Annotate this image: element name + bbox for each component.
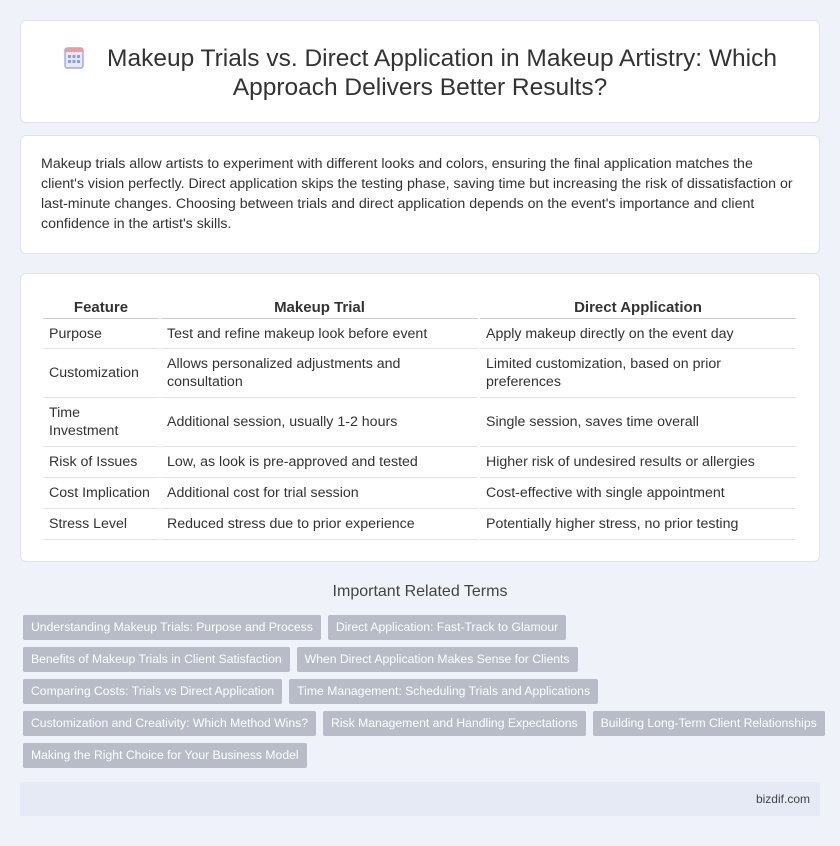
cell-direct: Single session, saves time overall: [480, 398, 796, 447]
page-title-text: Makeup Trials vs. Direct Application in Makeup Artistry: Which Approach Delivers Better Results?: [107, 45, 777, 101]
cell-trial: Reduced stress due to prior experience: [161, 509, 478, 540]
intro-card: [20, 135, 820, 254]
tag-row: [23, 743, 818, 768]
cell-trial: Additional session, usually 1-2 hours: [161, 398, 478, 447]
table-row: [43, 398, 796, 447]
cell-direct: Cost-effective with single appointment: [480, 478, 796, 509]
tag-row: [23, 647, 818, 672]
cell-direct: Apply makeup directly on the event day: [480, 319, 796, 349]
table-row: [43, 447, 796, 478]
cell-direct: Potentially higher stress, no prior testing: [480, 509, 796, 540]
table-row: [43, 349, 796, 398]
page-title: [61, 44, 779, 102]
cell-trial: Test and refine makeup look before event: [161, 319, 478, 349]
table-header-row: [43, 295, 796, 319]
header-card: [20, 20, 820, 123]
document-grid-icon: [63, 47, 85, 69]
cell-feature: Risk of Issues: [43, 447, 159, 478]
related-term-tag[interactable]: Direct Application: Fast-Track to Glamour: [328, 615, 566, 640]
table-row: [43, 478, 796, 509]
related-terms-list: [23, 615, 818, 775]
cell-feature: Time Investment: [43, 398, 159, 447]
comparison-table: [41, 295, 798, 540]
tag-row: [23, 711, 818, 736]
related-term-tag[interactable]: Risk Management and Handling Expectations: [323, 711, 586, 736]
cell-trial: Allows personalized adjustments and consultation: [161, 349, 478, 398]
related-term-tag[interactable]: Building Long-Term Client Relationships: [593, 711, 825, 736]
related-term-tag[interactable]: Time Management: Scheduling Trials and Applications: [289, 679, 598, 704]
related-term-tag[interactable]: Customization and Creativity: Which Method Wins?: [23, 711, 316, 736]
related-term-tag[interactable]: Understanding Makeup Trials: Purpose and Process: [23, 615, 321, 640]
tag-row: [23, 679, 818, 704]
cell-trial: Additional cost for trial session: [161, 478, 478, 509]
cell-direct: Limited customization, based on prior preferences: [480, 349, 796, 398]
related-term-tag[interactable]: Making the Right Choice for Your Business Model: [23, 743, 307, 768]
related-term-tag[interactable]: Benefits of Makeup Trials in Client Satisfaction: [23, 647, 290, 672]
related-terms-title: Important Related Terms: [332, 583, 508, 600]
site-name[interactable]: bizdif.com: [755, 792, 810, 806]
tag-row: [23, 615, 818, 640]
footer-bar: [20, 782, 820, 816]
intro-paragraph: Makeup trials allow artists to experiment with different looks and colors, ensuring the final application matches the client's vision perfectly. Direct application skips the testing phase, saving time but increasing the risk of dissatisfaction or last-minute changes. Choosing between trials and direct application depends on the event's importance and client confidence in the artist's skills.: [41, 156, 793, 232]
cell-feature: Customization: [43, 349, 159, 398]
cell-feature: Stress Level: [43, 509, 159, 540]
comparison-table-card: [20, 273, 820, 562]
table-row: [43, 319, 796, 349]
cell-trial: Low, as look is pre-approved and tested: [161, 447, 478, 478]
header-makeup-trial: Makeup Trial: [161, 295, 478, 319]
cell-feature: Cost Implication: [43, 478, 159, 509]
related-term-tag[interactable]: When Direct Application Makes Sense for Clients: [297, 647, 578, 672]
table-row: [43, 509, 796, 540]
header-direct-application: Direct Application: [480, 295, 796, 319]
header-feature: Feature: [43, 295, 159, 319]
related-term-tag[interactable]: Comparing Costs: Trials vs Direct Application: [23, 679, 282, 704]
cell-direct: Higher risk of undesired results or allergies: [480, 447, 796, 478]
title-wrap: [61, 44, 779, 102]
cell-feature: Purpose: [43, 319, 159, 349]
